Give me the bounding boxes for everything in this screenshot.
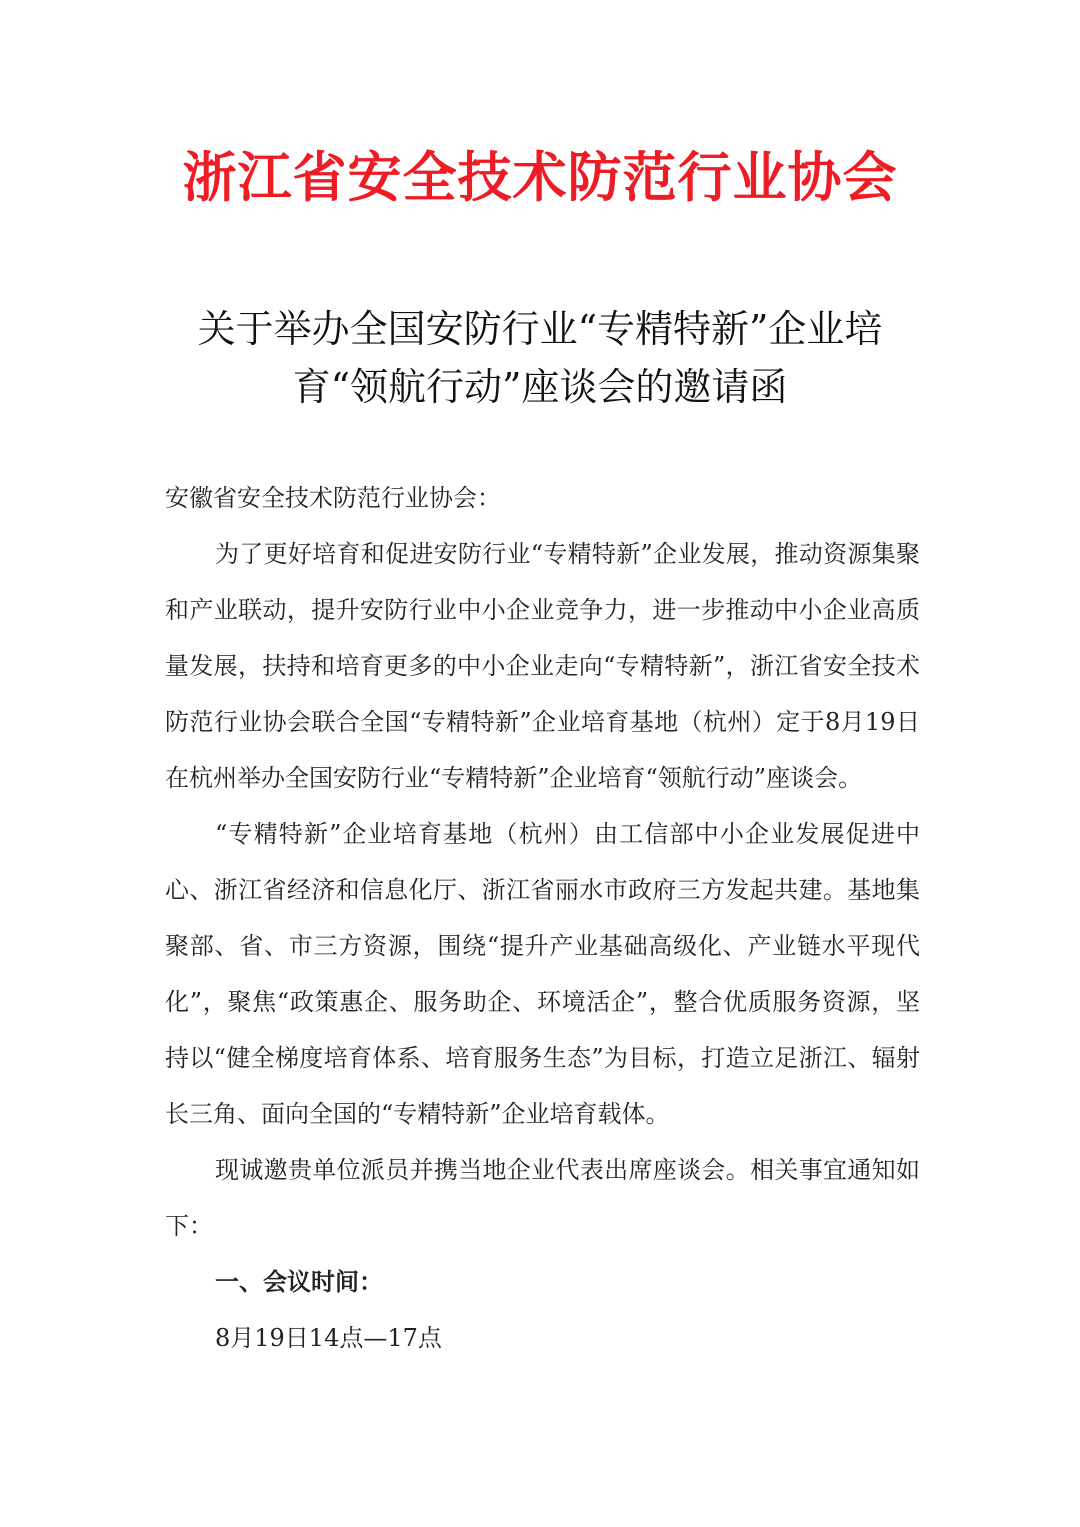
document-title	[150, 300, 930, 416]
section-heading-meeting-time: 一、会议时间：	[215, 1268, 383, 1296]
paragraph-1: 为了更好培育和促进安防行业“专精特新”企业发展，推动资源集聚和产业联动，提升安防行业中小企业竞争力，进一步推动中小企业高质量发展，扶持和培育更多的中小企业走向“专精特新”，浙江省安全技术防范行业协会联合全国“专精特新”企业培育基地（杭州）定于8月19日在杭州举办全国安防行业“专精特新”企业培育“领航行动”座谈会。	[165, 540, 920, 792]
section-content-meeting-time: 8月19日14点—17点	[215, 1324, 442, 1352]
document-title-line-2: 育“领航行动”座谈会的邀请函	[292, 365, 788, 409]
letter-body	[165, 470, 920, 1366]
paragraph-2: “专精特新”企业培育基地（杭州）由工信部中小企业发展促进中心、浙江省经济和信息化厅、浙江省丽水市政府三方发起共建。基地集聚部、省、市三方资源，围绕“提升产业基础高级化、产业链水平现代化”，聚焦“政策惠企、服务助企、环境活企”，整合优质服务资源，坚持以“健全梯度培育体系、培育服务生态”为目标，打造立足浙江、辐射长三角、面向全国的“专精特新”企业培育载体。	[165, 820, 920, 1128]
salutation: 安徽省安全技术防范行业协会：	[165, 484, 501, 512]
document-title-line-1: 关于举办全国安防行业“专精特新”企业培	[197, 307, 883, 351]
organization-header: 浙江省安全技术防范行业协会	[182, 146, 898, 209]
paragraph-3: 现诚邀贵单位派员并携当地企业代表出席座谈会。相关事宜通知如下：	[165, 1156, 920, 1240]
